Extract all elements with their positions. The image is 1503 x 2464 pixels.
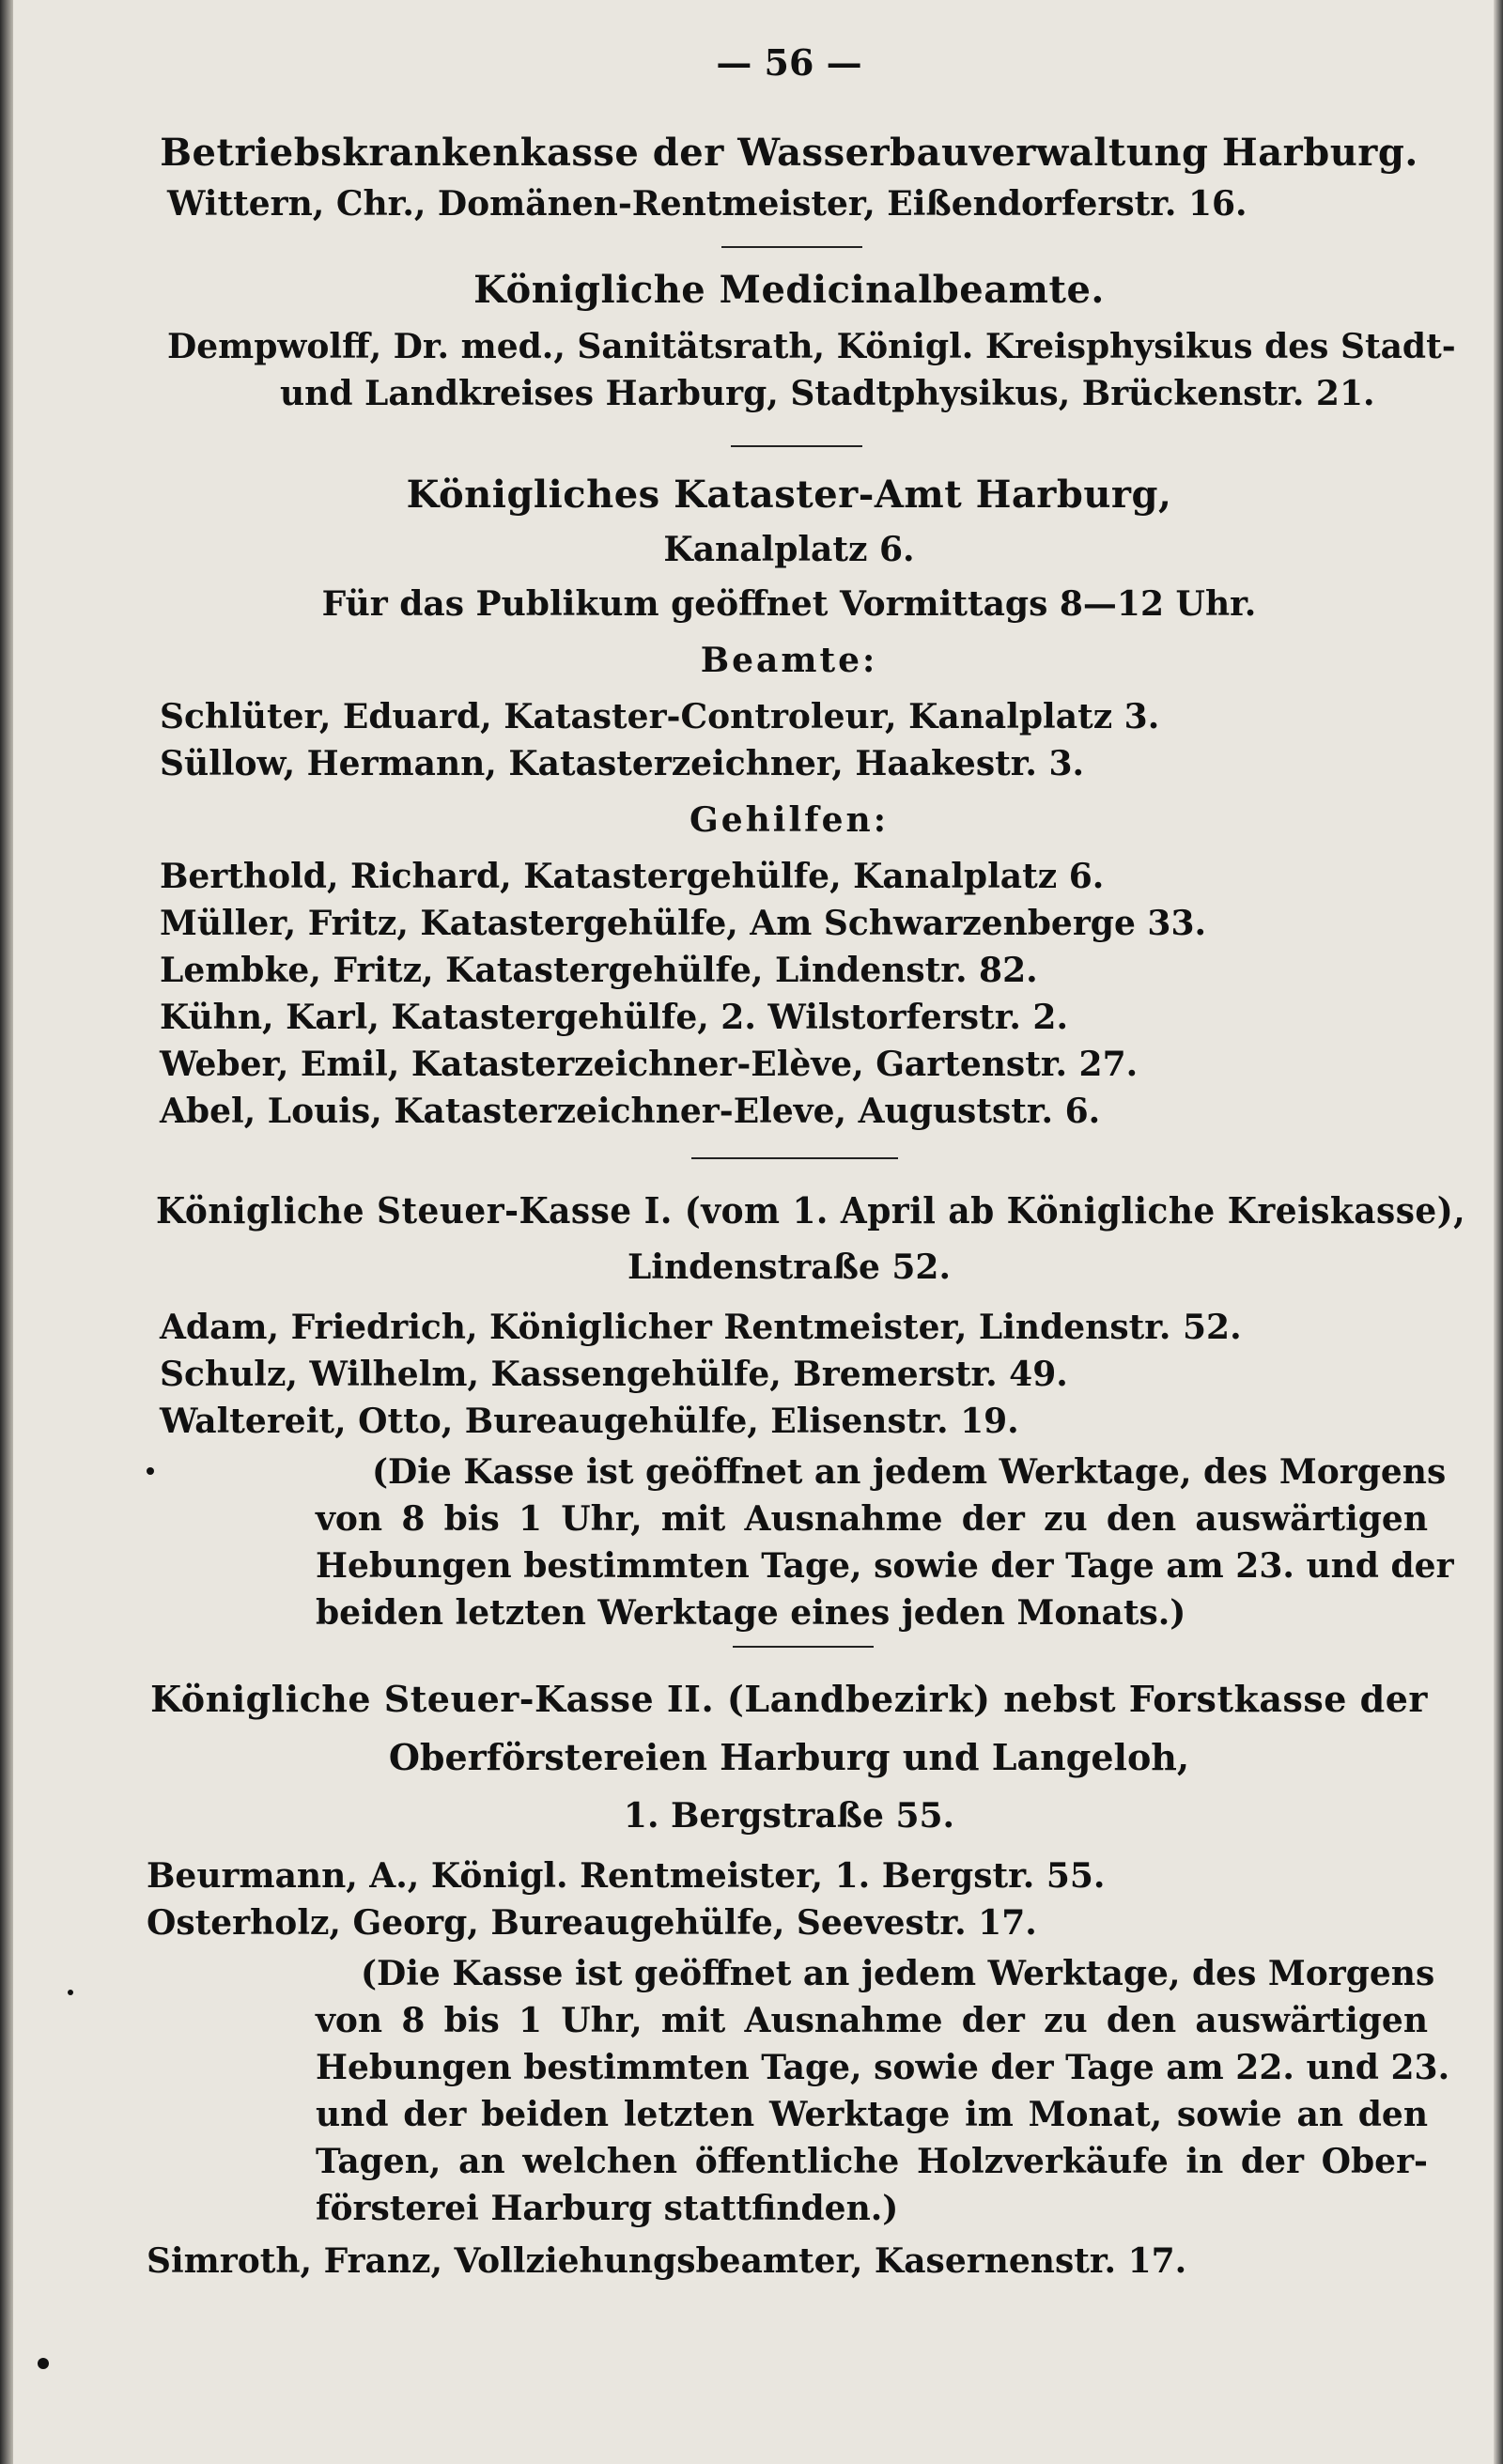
kasse1-note-line-3: Hebungen bestimmten Tage, sowie der Tage am 23. und der [316,1546,1454,1586]
scan-speck [38,2358,49,2369]
beamte-entry-suellow: Süllow, Hermann, Katasterzeichner, Haakestr. 3. [160,744,1085,783]
kataster-amt-heading: Königliches Kataster-Amt Harburg, [406,473,1172,517]
medicinal-text-line-1: Dempwolff, Dr. med., Sanitätsrath, Königl. Kreisphysikus des Stadt- [167,327,1456,366]
gehilfe-entry-weber: Weber, Emil, Katasterzeichner-Elève, Gartenstr. 27. [160,1045,1139,1084]
separator-2 [731,445,862,447]
betriebskrankenkasse-heading: Betriebskrankenkasse der Wasserbauverwaltung Harburg. [160,131,1418,175]
medicinalbeamte-heading: Königliche Medicinalbeamte. [473,268,1105,312]
page-number: — 56 — [716,41,862,84]
kasse2-note-line-6: försterei Harburg stattfinden.) [316,2189,899,2228]
kasse1-note-line-1: (Die Kasse ist geöffnet an jedem Werktage, des Morgens [372,1452,1447,1492]
gehilfe-entry-abel: Abel, Louis, Katasterzeichner-Eleve, Auguststr. 6. [160,1092,1101,1131]
steuer-kasse-2-heading-line-2: Oberförstereien Harburg und Langeloh, [388,1736,1190,1778]
separator-4 [733,1646,874,1648]
scan-speck [147,1467,154,1475]
kasse2-note-line-5: Tagen, an welchen öffentliche Holzverkäufe in der Ober- [316,2142,1428,2181]
kasse2-note-line-3: Hebungen bestimmten Tage, sowie der Tage am 22. und 23. [316,2048,1450,2087]
kasse2-note-line-4: und der beiden letzten Werktage im Monat, sowie an den [316,2095,1428,2134]
beamte-label: Beamte: [700,641,878,680]
separator-1 [721,246,862,248]
gehilfe-entry-mueller: Müller, Fritz, Katastergehülfe, Am Schwarzenberge 33. [160,904,1207,943]
entry-wittern: Wittern, Chr., Domänen-Rentmeister, Eißendorferstr. 16. [167,184,1247,224]
steuer-kasse-1-heading: Königliche Steuer-Kasse I. (vom 1. April ab Königliche Kreiskasse), [156,1189,1466,1232]
kasse1-entry-schulz: Schulz, Wilhelm, Kassengehülfe, Bremerstr. 49. [160,1355,1068,1394]
kasse1-note-line-4: beiden letzten Werktage eines jeden Monats.) [316,1593,1186,1633]
gehilfe-entry-berthold: Berthold, Richard, Katastergehülfe, Kanalplatz 6. [160,857,1105,896]
kasse1-note-line-2: von 8 bis 1 Uhr, mit Ausnahme der zu den auswärtigen [316,1499,1428,1539]
kasse2-note-line-1: (Die Kasse ist geöffnet an jedem Werktage, des Morgens [361,1954,1435,1993]
steuer-kasse-2-heading: Königliche Steuer-Kasse II. (Landbezirk) nebst Forstkasse der [150,1678,1428,1720]
kataster-hours: Für das Publikum geöffnet Vormittags 8—12 Uhr. [321,584,1257,624]
kasse1-entry-waltereit: Waltereit, Otto, Bureaugehülfe, Elisenstr. 19. [160,1402,1019,1441]
kasse2-entry-osterholz: Osterholz, Georg, Bureaugehülfe, Seevestr. 17. [147,1903,1037,1943]
steuer-kasse-2-address: 1. Bergstraße 55. [623,1796,955,1836]
kasse2-note-line-2: von 8 bis 1 Uhr, mit Ausnahme der zu den auswärtigen [316,2001,1428,2040]
beamte-entry-schlueter: Schlüter, Eduard, Kataster-Controleur, Kanalplatz 3. [160,697,1160,736]
kataster-address: Kanalplatz 6. [663,530,915,569]
page-edge-right [1494,0,1503,2464]
kasse2-entry-simroth: Simroth, Franz, Vollziehungsbeamter, Kasernenstr. 17. [147,2241,1187,2281]
gehilfen-label: Gehilfen: [689,800,890,840]
gehilfe-entry-lembke: Lembke, Fritz, Katastergehülfe, Lindenstr. 82. [160,951,1038,990]
separator-3 [691,1157,898,1159]
scan-speck [68,1990,73,1995]
medicinal-text-line-2: und Landkreises Harburg, Stadtphysikus, Brückenstr. 21. [280,374,1375,413]
kasse1-entry-adam: Adam, Friedrich, Königlicher Rentmeister, Lindenstr. 52. [160,1308,1242,1347]
kasse2-entry-beurmann: Beurmann, A., Königl. Rentmeister, 1. Bergstr. 55. [147,1856,1106,1896]
steuer-kasse-1-address: Lindenstraße 52. [627,1247,952,1287]
gehilfe-entry-kuehn: Kühn, Karl, Katastergehülfe, 2. Wilstorferstr. 2. [160,998,1069,1037]
page-edge-left [0,0,13,2464]
